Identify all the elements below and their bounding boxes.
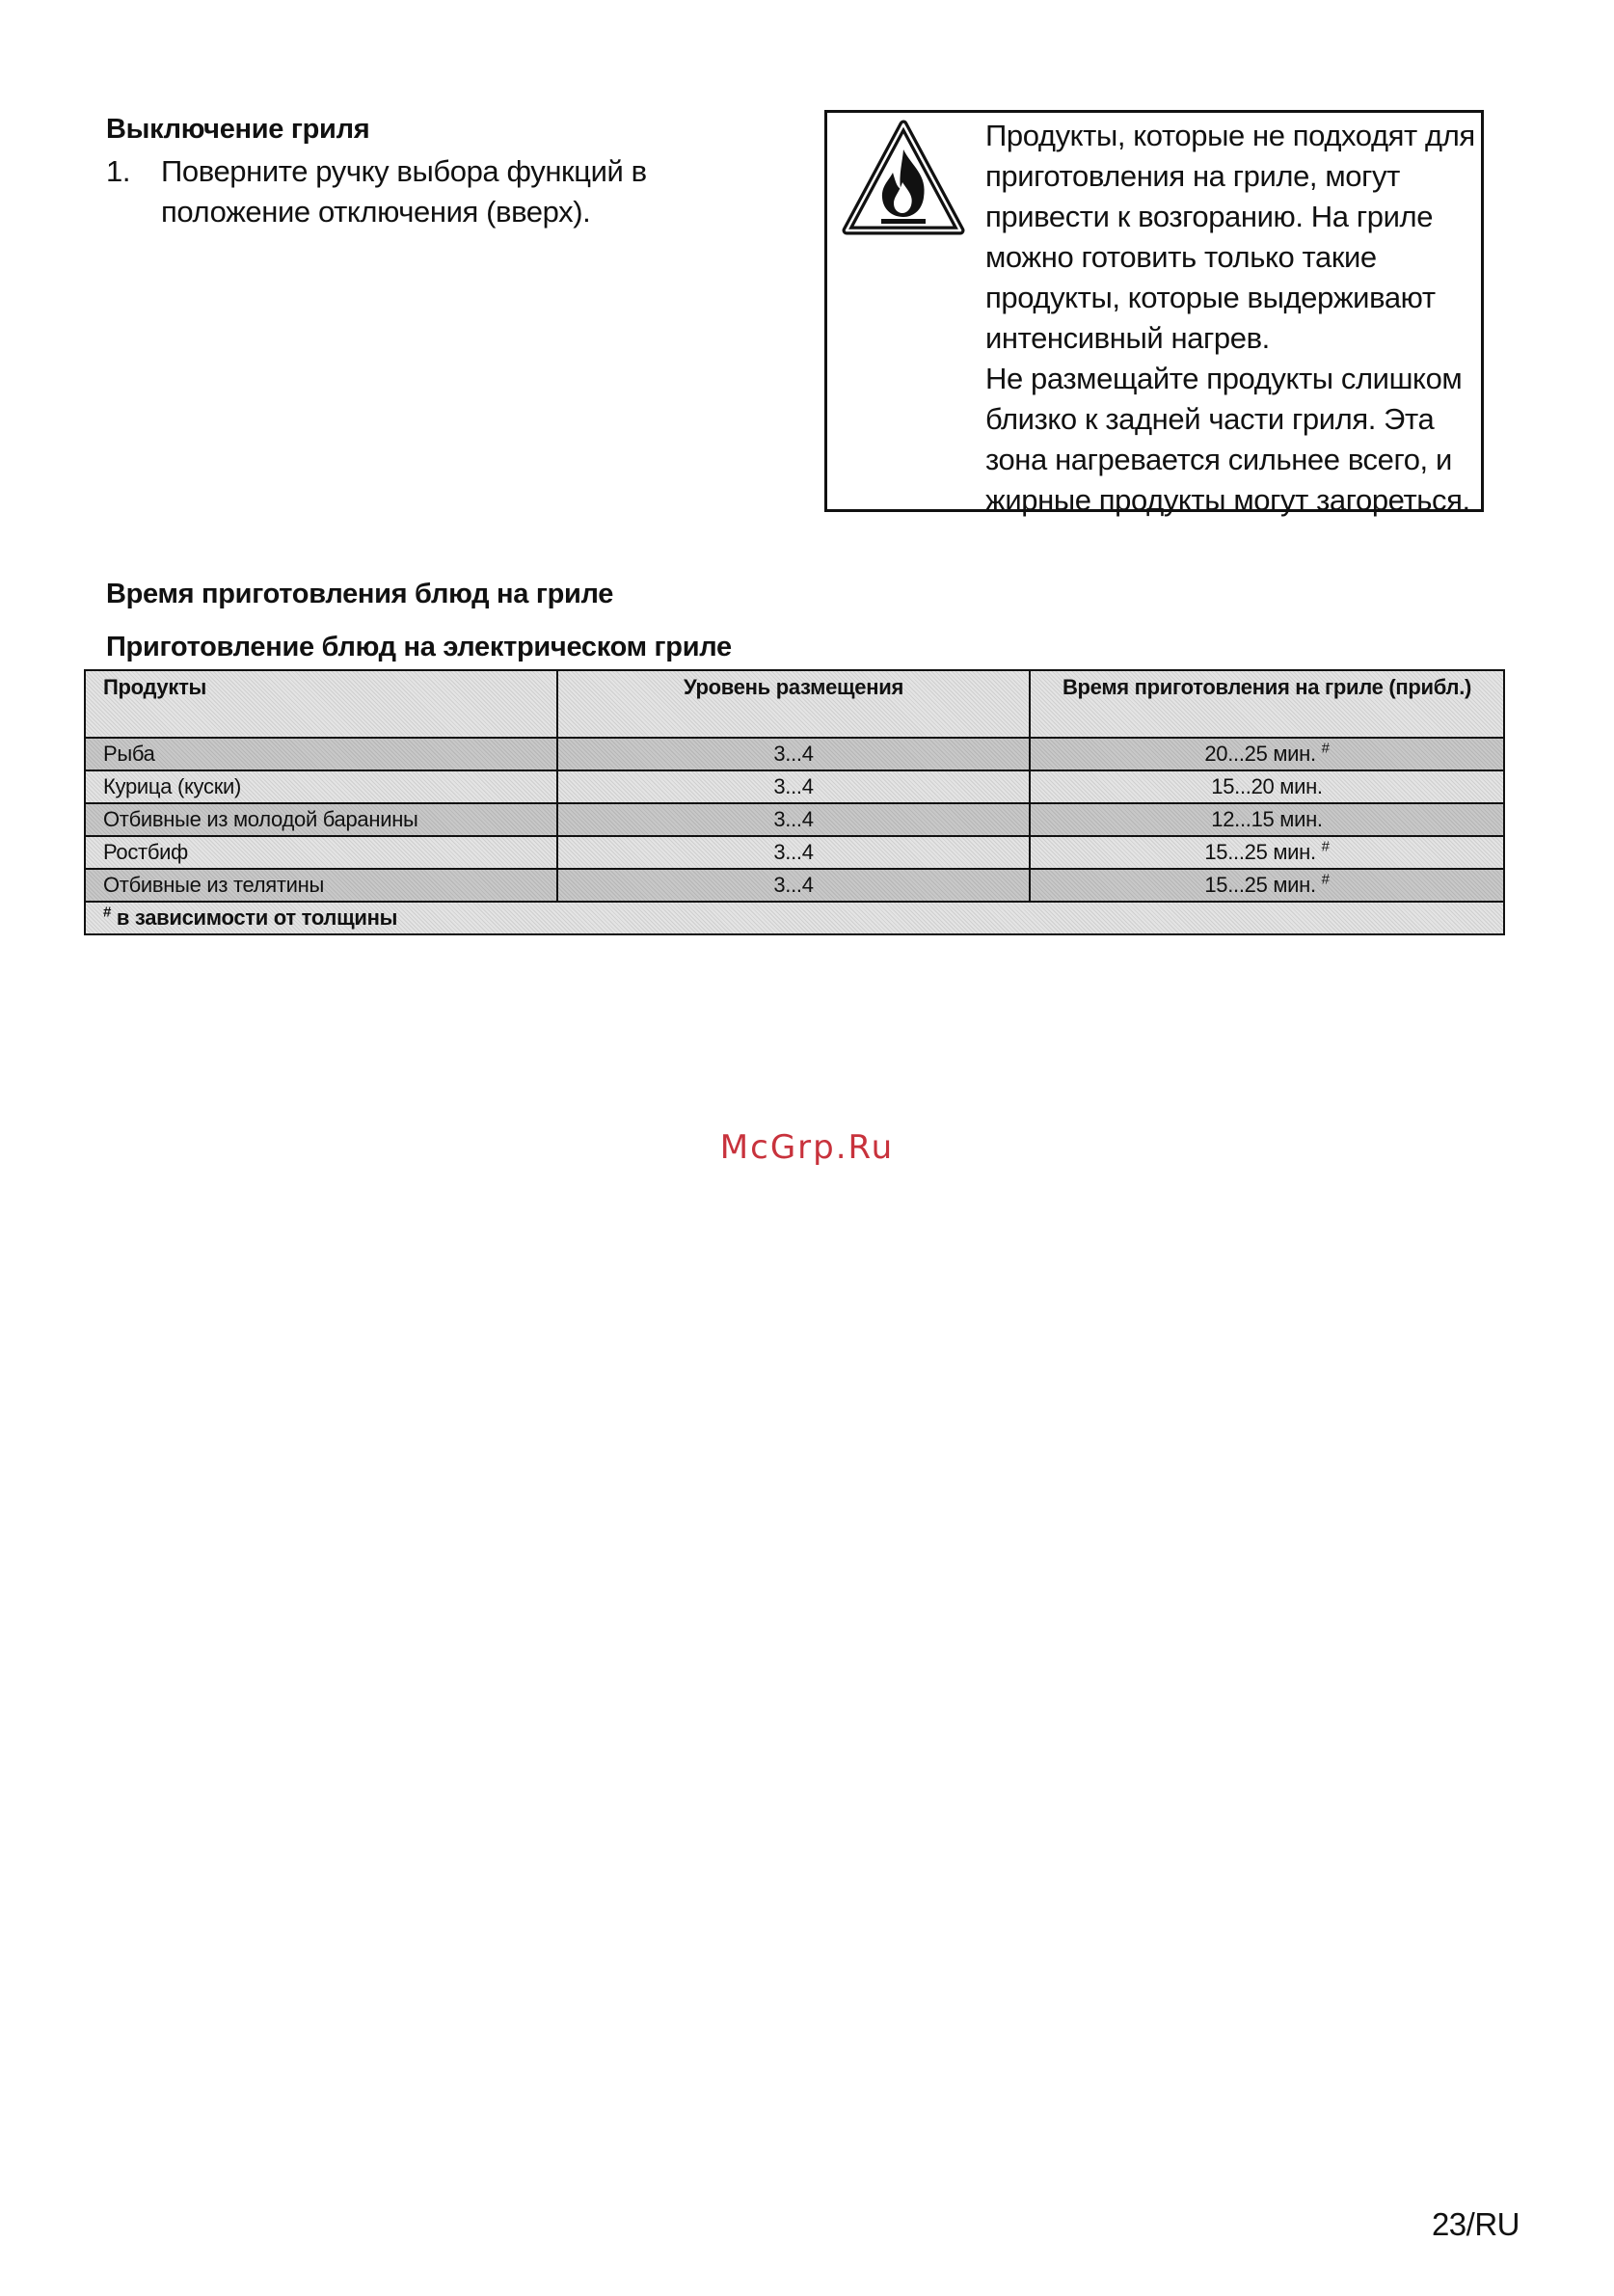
level-cell: 3...4 xyxy=(557,836,1030,869)
footnote-mark: # xyxy=(103,904,112,921)
product-cell: Рыба xyxy=(85,738,557,770)
footnote-mark: # xyxy=(1321,838,1330,855)
time-value: 15...25 мин. xyxy=(1204,873,1316,897)
table-row xyxy=(85,836,1504,869)
time-cell xyxy=(1030,803,1504,836)
footnote-mark: # xyxy=(1321,871,1330,888)
warning-paragraph: Не размещайте продукты слишком близко к задней части гриля. Эта зона нагревается сильнее всего, и жирные продукты могут загореться. xyxy=(985,362,1470,517)
product-cell: Отбивные из молодой баранины xyxy=(85,803,557,836)
level-cell: 3...4 xyxy=(557,803,1030,836)
level-cell: 3...4 xyxy=(557,869,1030,902)
page-number: 23/RU xyxy=(1431,2206,1520,2242)
section-subheading-electric-grill: Приготовление блюд на электрическом гриле xyxy=(106,632,732,662)
column-header: Уровень размещения xyxy=(557,670,1030,738)
time-value: 15...25 мин. xyxy=(1204,840,1316,864)
time-value: 20...25 мин. xyxy=(1204,742,1316,766)
section-heading-grill-times: Время приготовления блюд на гриле xyxy=(106,579,614,609)
column-header: Продукты xyxy=(85,670,557,738)
step-number: 1. xyxy=(106,154,131,188)
product-cell: Отбивные из телятины xyxy=(85,869,557,902)
level-cell: 3...4 xyxy=(557,770,1030,803)
time-cell xyxy=(1030,836,1504,869)
column-header: Время приготовления на гриле (прибл.) xyxy=(1030,670,1504,738)
table-header-row xyxy=(85,670,1504,738)
time-cell xyxy=(1030,869,1504,902)
product-cell: Курица (куски) xyxy=(85,770,557,803)
table-row xyxy=(85,869,1504,902)
grill-times-table xyxy=(84,669,1505,935)
time-cell xyxy=(1030,738,1504,770)
time-cell xyxy=(1030,770,1504,803)
product-cell: Ростбиф xyxy=(85,836,557,869)
table-footnote-row xyxy=(85,902,1504,934)
watermark: McGrp.Ru xyxy=(719,1128,895,1167)
time-value: 15...20 мин. xyxy=(1211,774,1323,798)
level-cell: 3...4 xyxy=(557,738,1030,770)
table-row xyxy=(85,770,1504,803)
table-row xyxy=(85,738,1504,770)
step-text: Поверните ручку выбора функций в положение отключения (вверх). xyxy=(161,154,647,229)
warning-text xyxy=(985,116,1477,521)
warning-paragraph: Продукты, которые не подходят для приготовления на гриле, могут привести к возгоранию. На гриле можно готовить только такие продукты, которые выдерживают интенсивный нагрев. xyxy=(985,119,1475,355)
warning-box xyxy=(824,110,1484,517)
flammable-warning-icon xyxy=(841,119,966,239)
footnote-mark: # xyxy=(1321,740,1330,757)
time-value: 12...15 мин. xyxy=(1211,807,1323,831)
table-row xyxy=(85,803,1504,836)
section-heading-grill-off: Выключение гриля xyxy=(106,114,370,145)
table-footnote xyxy=(85,902,1504,934)
footnote-text: в зависимости от толщины xyxy=(116,905,398,930)
